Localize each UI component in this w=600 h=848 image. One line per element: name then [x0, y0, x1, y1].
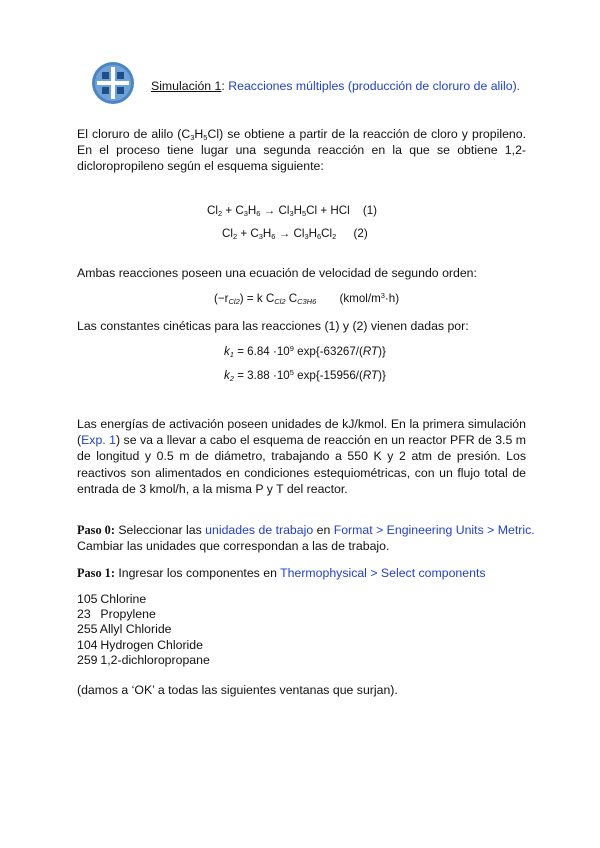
- exp1-link[interactable]: Exp. 1: [81, 433, 117, 448]
- units-link[interactable]: unidades de trabajo: [205, 523, 314, 537]
- paso-1-label: Paso 1:: [77, 566, 115, 580]
- reaction-1: $Cl_2 + C_3H_6 \to Cl_3H_5Cl$ + HCl (1): [207, 204, 378, 218]
- k2-equation: $k_2 = 3.88 \cdot 10^5$ exp{-15956/(RT)}: [224, 368, 386, 383]
- engineering-units-menu-path[interactable]: Format > Engineering Units > Metric.: [333, 523, 535, 537]
- list-item: 23 Propylene: [77, 607, 156, 622]
- list-item: 104 Hydrogen Chloride: [77, 637, 203, 652]
- components-list: [77, 592, 210, 668]
- activation-paragraph: Las energías de activación poseen unidades de kJ/kmol. En la primera simulación (Exp. 1) se va a llevar a cabo el esquema de reacción en un reactor PFR de 3.5 m de longitud y 0.5 m de diámetro, trabajando a 550 K y 2 atm de presión. Los reactivos son alimentados en condiciones estequiométricas, con un flujo total de entrada de 3 kmol/h, a la misma P y T del reactor.: [77, 417, 526, 496]
- list-item: 259 1,2-dichloropropane: [77, 652, 210, 667]
- paso-0: Paso 0: Seleccionar las unidades de trabajo en Format > Engineering Units > Metric. Cambiar las unidades que correspondan a las de trabajo.: [77, 523, 535, 554]
- paso-0-label: Paso 0:: [77, 523, 115, 537]
- page-title: Simulación 1: Reacciones múltiples (producción de cloruro de alilo).: [151, 79, 521, 93]
- title-text: Reacciones múltiples (producción de cloruro de alilo).: [228, 79, 521, 93]
- paso-1: Paso 1: Ingresar los componentes en Thermophysical > Select components: [77, 566, 486, 580]
- rate-intro: Ambas reacciones poseen una ecuación de velocidad de segundo orden:: [77, 266, 477, 280]
- list-item: 255 Allyl Chloride: [77, 622, 172, 637]
- note: (damos a ‘OK’ a todas las siguientes ventanas que surjan).: [77, 683, 398, 697]
- k1-equation: $k_1 = 6.84 \cdot 10^9$ exp{-63267/(RT)}: [224, 344, 386, 359]
- list-item: 105 Chlorine: [77, 592, 147, 606]
- reaction-2: $Cl_2 + C_3H_6 \to Cl_3H_6Cl_2$ (2): [222, 227, 368, 241]
- title-label: Simulación 1: [151, 79, 222, 93]
- constants-intro: Las constantes cinéticas para las reacciones (1) y (2) vienen dadas por:: [77, 319, 469, 333]
- intro-paragraph: El cloruro de alilo $(C_3H_5Cl)$ se obtiene a partir de la reacción de cloro y propileno. En el proceso tiene lugar una segunda reacción en la que se obtiene 1,2-dicloropropileno según el esquema siguiente:: [77, 127, 526, 174]
- rate-equation: $(-r_{Cl2}) = k$ $C_{Cl2}$ $C_{C3H6}$ $(kmol/m^3\cdot h)$: [214, 291, 400, 306]
- select-components-menu-path[interactable]: Thermophysical > Select components: [280, 566, 486, 580]
- university-logo: [91, 61, 135, 105]
